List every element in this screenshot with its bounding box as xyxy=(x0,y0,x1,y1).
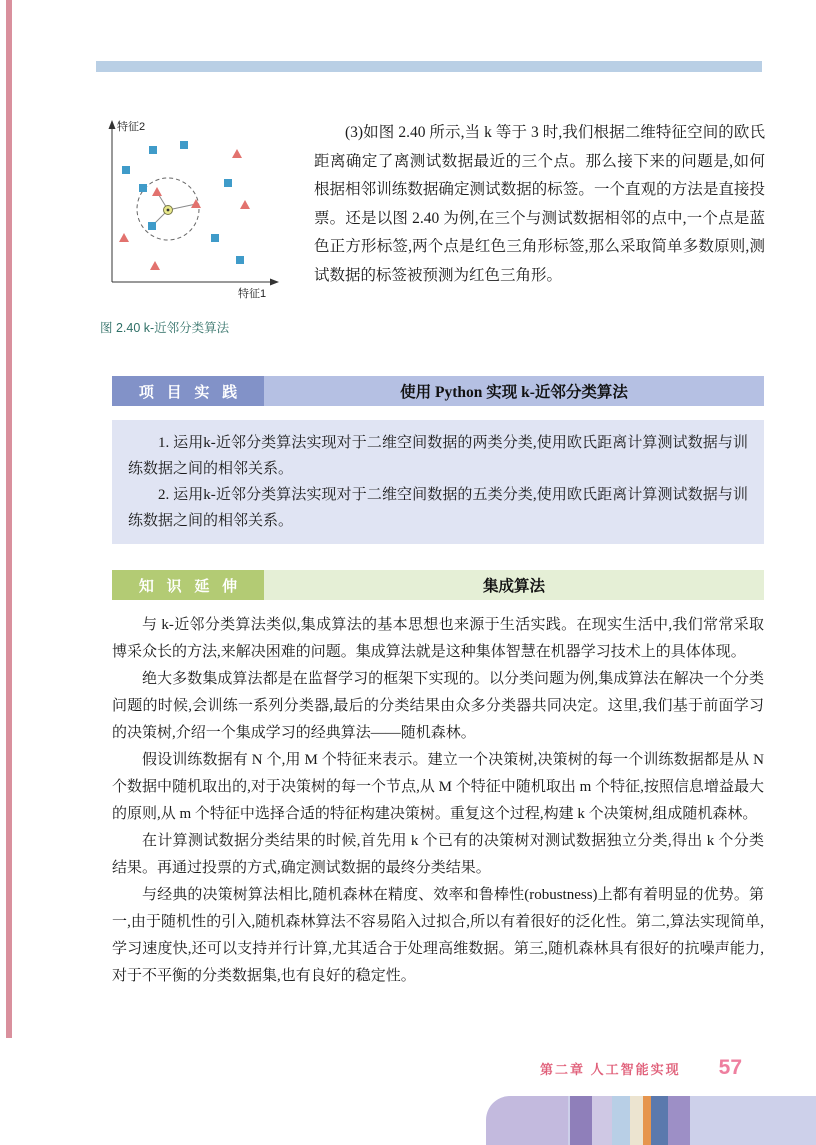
project-banner-tag: 项目实践 xyxy=(112,376,264,406)
page-footer xyxy=(112,1056,742,1080)
knowledge-extension-banner xyxy=(112,570,764,600)
knowledge-paragraph-4: 在计算测试数据分类结果的时候,首先用 k 个已有的决策树对测试数据独立分类,得出 k 个分类结果。再通过投票的方式,确定测试数据的最终分类结果。 xyxy=(112,833,764,876)
knn-figure xyxy=(100,116,280,313)
project-item-1: 1. 运用k-近邻分类算法实现对于二维空间数据的两类分类,使用欧氏距离计算测试数据与训练数据之间的相邻关系。 xyxy=(128,435,748,477)
project-item-2: 2. 运用k-近邻分类算法实现对于二维空间数据的五类分类,使用欧氏距离计算测试数据与训练数据之间的相邻关系。 xyxy=(128,487,748,529)
footer-chapter: 第二章 人工智能实现 xyxy=(540,1062,681,1077)
decoration-stripe xyxy=(592,1096,612,1145)
y-axis-arrow xyxy=(109,120,116,129)
knowledge-paragraph-2: 绝大多数集成算法都是在监督学习的框架下实现的。以分类问题为例,集成算法在解决一个分类问题的时候,会训练一系列分类器,最后的分类结果由众多分类器共同决定。这里,我们基于前面学习的决策树,介绍一个集成学习的经典算法——随机森林。 xyxy=(112,671,764,741)
top-divider-bar xyxy=(96,61,762,72)
figure-caption: 图 2.40 k-近邻分类算法 xyxy=(100,321,230,335)
knowledge-paragraph-1: 与 k-近邻分类算法类似,集成算法的基本思想也来源于生活实践。在现实生活中,我们常常采取博采众长的方法,来解决困难的问题。集成算法就是这种集体智慧在机器学习技术上的具体体现。 xyxy=(112,617,764,660)
figure-points xyxy=(119,141,250,270)
left-margin-stripe xyxy=(6,0,12,1038)
decoration-stripe xyxy=(643,1096,651,1145)
decoration-stripe xyxy=(612,1096,630,1145)
intro-paragraph: (3)如图 2.40 所示,当 k 等于 3 时,我们根据二维特征空间的欧氏距离确定了离测试数据最近的三个点。那么接下来的问题是,如何根据相邻训练数据确定测试数据的标签。一个直观的方法是直接投票。还是以图 2.40 为例,在三个与测试数据相邻的点中,一个点是蓝色正方形标签,两个点是红色三角形标签,那么采取简单多数原则,测试数据的标签被预测为红色三角形。 xyxy=(314,124,765,284)
knowledge-body xyxy=(112,612,764,990)
figure-xlabel: 特征1 xyxy=(238,288,267,300)
decoration-stripe xyxy=(668,1096,690,1145)
decoration-corner xyxy=(486,1096,568,1145)
project-practice-banner xyxy=(112,376,764,406)
knowledge-paragraph-5: 与经典的决策树算法相比,随机森林在精度、效率和鲁棒性(robustness)上都有着明显的优势。第一,由于随机性的引入,随机森林算法不容易陷入过拟合,所以有着很好的泛化性。第二,算法实现简单,学习速度快,还可以支持并行计算,尤其适合于处理高维数据。第三,随机森林具有很好的抗噪声能力,对于不平衡的分类数据集,也有良好的稳定性。 xyxy=(112,887,764,984)
decoration-stripe xyxy=(570,1096,592,1145)
project-banner-title: 使用 Python 实现 k-近邻分类算法 xyxy=(264,376,764,406)
knowledge-banner-title: 集成算法 xyxy=(264,570,764,600)
x-axis-arrow xyxy=(270,279,279,286)
footer-decoration xyxy=(486,1096,816,1145)
decoration-stripe xyxy=(651,1096,668,1145)
project-content-box xyxy=(112,420,764,544)
decoration-stripe xyxy=(630,1096,643,1145)
knowledge-paragraph-3: 假设训练数据有 N 个,用 M 个特征来表示。建立一个决策树,决策树的每一个训练数据都是从 N 个数据中随机取出的,对于决策树的每一个节点,从 M 个特征中随机取出 m 个特征,按照信息增益最大的原则,从 m 个特征中选择合适的特征构建决策树。重复这个过程,构建 k 个决策树,组成随机森林。 xyxy=(112,752,764,822)
knowledge-banner-tag: 知识延伸 xyxy=(112,570,264,600)
footer-page-number: 57 xyxy=(718,1056,742,1079)
figure-ylabel: 特征2 xyxy=(117,121,146,133)
knn-figure-svg xyxy=(100,116,280,308)
